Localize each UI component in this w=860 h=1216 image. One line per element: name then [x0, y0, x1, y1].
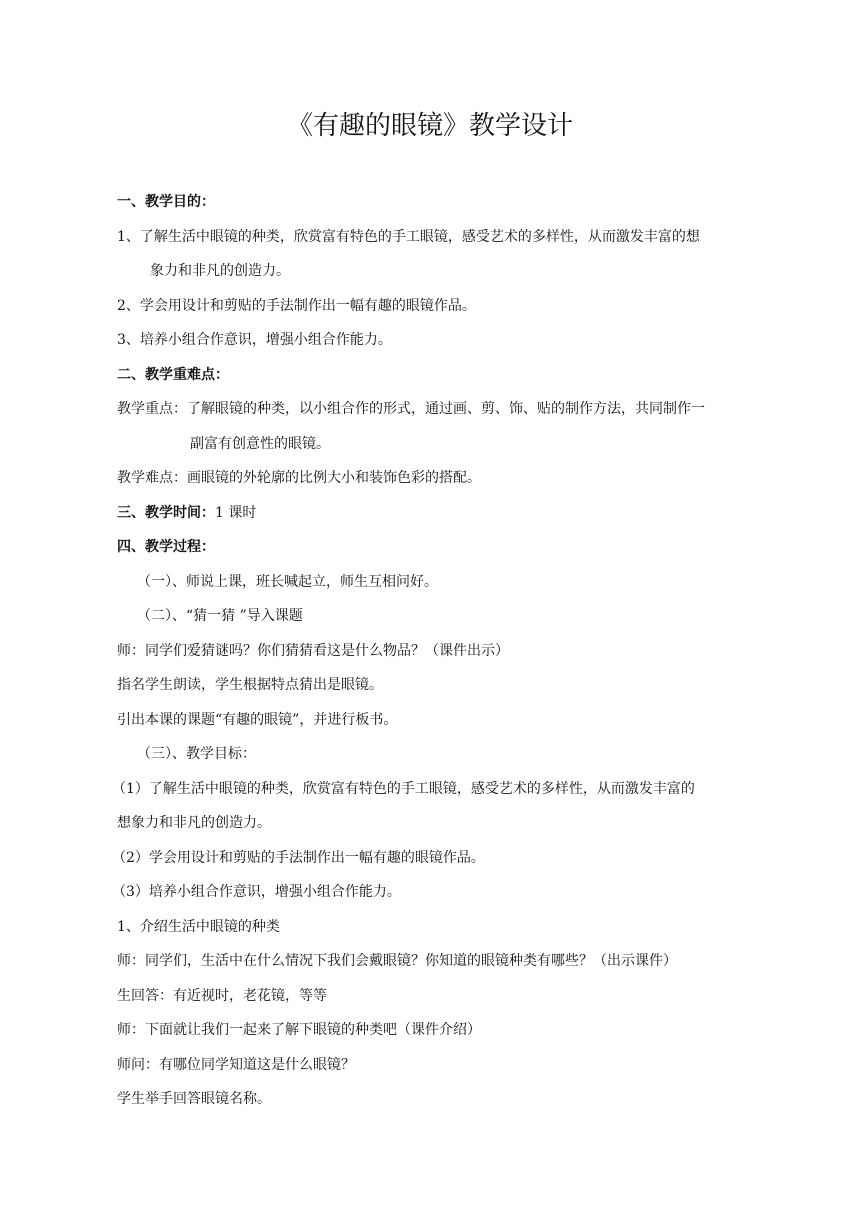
teaching-time-line [117, 503, 749, 538]
key-point-continued: 副富有创意性的眼镜。 [190, 435, 330, 452]
paragraph: 师：同学们，生活中在什么情况下我们会戴眼镜？你知道的眼镜种类有哪些？（出示课件） [117, 953, 677, 969]
objective-item-3: 3、培养小组合作意识，增强小组合作能力。 [117, 332, 392, 348]
document-title: 《有趣的眼镜》教学设计 [286, 111, 573, 141]
process-step-1: （一）、师说上课，班长喊起立，师生互相问好。 [137, 573, 438, 590]
paragraph: 师：同学们爱猜谜吗？你们猜猜看这是什么物品？（课件出示） [117, 642, 509, 659]
goal-item-3: （3）培养小组合作意识，增强小组合作能力。 [112, 884, 401, 900]
paragraph: 师问：有哪位同学知道这是什么眼镜？ [117, 1056, 355, 1073]
process-step-2: （二）、“猜一猜 ”导入课题 [137, 608, 303, 624]
document-body [112, 192, 749, 1124]
teaching-time-value: 1 课时 [215, 504, 257, 521]
section-heading-key-points: 二、教学重难点： [117, 366, 229, 383]
paragraph: 指名学生朗读，学生根据特点猜出是眼镜。 [117, 677, 383, 693]
process-step-3: （三）、教学目标： [137, 746, 256, 762]
section-heading-time: 三、教学时间： [117, 504, 215, 521]
section-heading-objectives: 一、教学目的： [117, 194, 215, 210]
paragraph: 1、介绍生活中眼镜的种类 [117, 918, 280, 935]
objective-item-2: 2、学会用设计和剪贴的手法制作出一幅有趣的眼镜作品。 [117, 297, 476, 314]
section-heading-process: 四、教学过程： [117, 539, 215, 555]
paragraph: 学生举手回答眼镜名称。 [117, 1091, 271, 1107]
difficult-point: 教学难点：画眼镜的外轮廓的比例大小和装饰色彩的搭配。 [117, 470, 481, 486]
objective-item-1: 1、了解生活中眼镜的种类，欣赏富有特色的手工眼镜，感受艺术的多样性，从而激发丰富的想 [117, 228, 700, 245]
objective-item-1-continued: 象力和非凡的创造力。 [150, 263, 290, 279]
paragraph: 生回答：有近视时，老花镜，等等 [117, 987, 327, 1004]
goal-item-1: （1）了解生活中眼镜的种类，欣赏富有特色的手工眼镜，感受艺术的多样性，从而激发丰富的 [112, 780, 695, 797]
goal-item-2: （2）学会用设计和剪贴的手法制作出一幅有趣的眼镜作品。 [112, 849, 485, 866]
paragraph: 引出本课的课题“有趣的眼镜”，并进行板书。 [117, 711, 398, 728]
goal-item-1-continued: 想象力和非凡的创造力。 [117, 815, 271, 831]
paragraph: 师：下面就让我们一起来了解下眼镜的种类吧（课件介绍） [117, 1022, 481, 1038]
key-point: 教学重点：了解眼镜的种类，以小组合作的形式，通过画、剪、饰、贴的制作方法，共同制作一 [117, 401, 705, 417]
